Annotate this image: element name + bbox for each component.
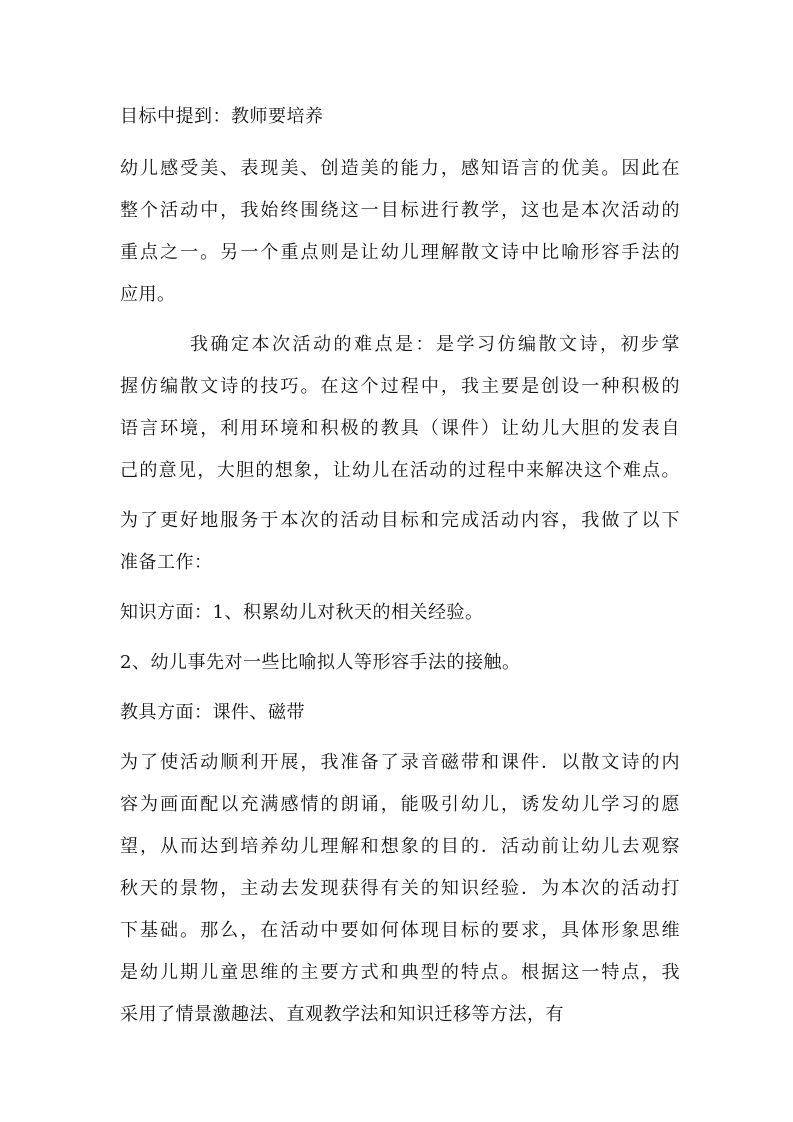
text-line: 教具方面：课件、磁带	[120, 702, 305, 723]
text-line: 为了更好地服务于本次的活动目标和完成活动内容，我做了以下	[120, 510, 680, 531]
text-line: 准备工作：	[120, 552, 213, 573]
text-line: 应用。	[120, 284, 176, 305]
text-line: 采用了情景激趣法、直观教学法和知识迁移等方法，有	[120, 1004, 564, 1025]
text-line: 重点之一。另一个重点则是让幼儿理解散文诗中比喻形容手法的	[120, 242, 680, 263]
text-line: 己的意见，大胆的想象，让幼儿在活动的过程中来解决这个难点。	[120, 460, 680, 481]
text-line: 下基础。那么，在活动中要如何体现目标的要求，具体形象思维	[120, 920, 680, 941]
text-line: 是幼儿期儿童思维的主要方式和典型的特点。根据这一特点，我	[120, 962, 680, 983]
text-line: 容为画面配以充满感情的朗诵，能吸引幼儿，诱发幼儿学习的愿	[120, 794, 680, 815]
text-line: 幼儿感受美、表现美、创造美的能力，感知语言的优美。因此在	[120, 158, 680, 179]
text-line: 秋天的景物，主动去发现获得有关的知识经验．为本次的活动打	[120, 878, 680, 899]
text-line: 整个活动中，我始终围绕这一目标进行教学，这也是本次活动的	[120, 200, 680, 221]
text-line: 目标中提到：教师要培养	[120, 106, 324, 127]
text-line: 为了使活动顺利开展，我准备了录音磁带和课件．以散文诗的内	[120, 752, 680, 773]
text-line: 知识方面：1、积累幼儿对秋天的相关经验。	[120, 602, 484, 623]
text-line: 我确定本次活动的难点是：是学习仿编散文诗，初步掌	[190, 334, 680, 355]
text-line: 望，从而达到培养幼儿理解和想象的目的．活动前让幼儿去观察	[120, 836, 680, 857]
text-line: 语言环境，利用环境和积极的教具（课件）让幼儿大胆的发表自	[120, 418, 680, 439]
text-line: 2、幼儿事先对一些比喻拟人等形容手法的接触。	[120, 652, 521, 673]
text-line: 握仿编散文诗的技巧。在这个过程中，我主要是创设一种积极的	[120, 376, 680, 397]
